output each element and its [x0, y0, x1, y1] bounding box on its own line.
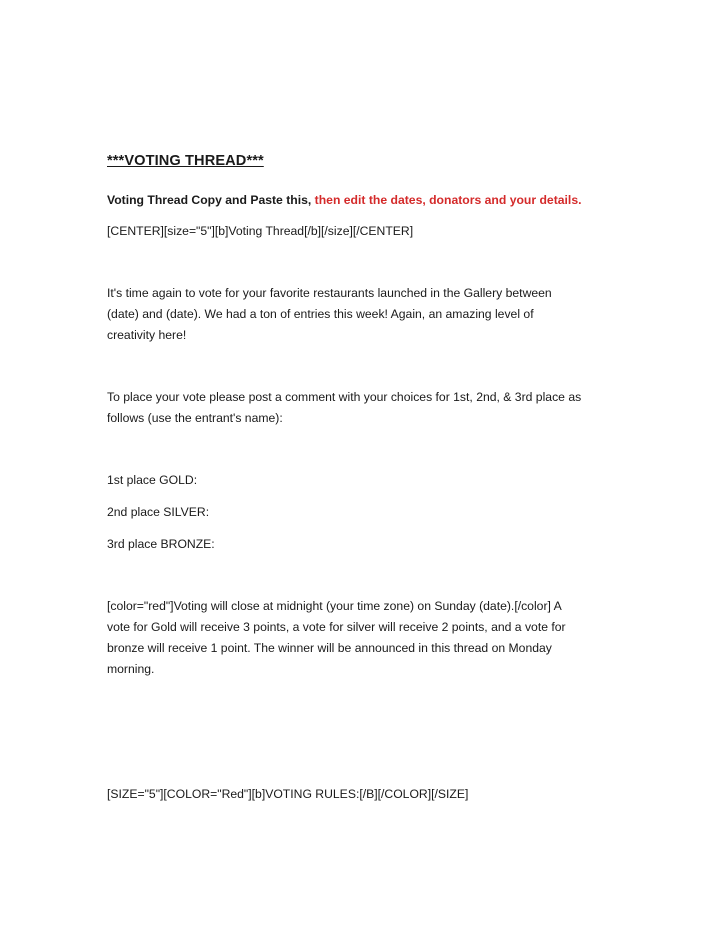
instruction-subtitle — [107, 190, 637, 211]
intro-line-1: It's time again to vote for your favorite restaurants launched in the Gallery between — [107, 286, 552, 300]
page-title: ***VOTING THREAD*** — [107, 153, 264, 169]
center-tag-line: [CENTER][size="5"][b]Voting Thread[/b][/size][/CENTER] — [107, 224, 414, 238]
closing-line-2: vote for Gold will receive 3 points, a vote for silver will receive 2 points, and a vote for — [107, 620, 566, 634]
instructions-line-1: To place your vote please post a comment with your choices for 1st, 2nd, & 3rd place as — [107, 390, 582, 404]
instruction-lead: Voting Thread Copy and Paste this, — [107, 193, 312, 207]
rules-tag-line: [SIZE="5"][COLOR="Red"][b]VOTING RULES:[/B][/COLOR][/SIZE] — [107, 787, 469, 801]
instructions-line-2: follows (use the entrant's name): — [107, 411, 283, 425]
third-place-line: 3rd place BRONZE: — [107, 537, 215, 551]
intro-line-3: creativity here! — [107, 328, 187, 342]
second-place-line: 2nd place SILVER: — [107, 505, 210, 519]
intro-line-2: (date) and (date). We had a ton of entries this week! Again, an amazing level of — [107, 307, 534, 321]
closing-line-1: [color="red"]Voting will close at midnight (your time zone) on Sunday (date).[/color] A — [107, 599, 562, 613]
instruction-highlight: then edit the dates, donators and your details. — [314, 193, 582, 207]
closing-line-3: bronze will receive 1 point. The winner will be announced in this thread on Monday — [107, 641, 552, 655]
first-place-line: 1st place GOLD: — [107, 473, 198, 487]
closing-line-4: morning. — [107, 662, 155, 676]
